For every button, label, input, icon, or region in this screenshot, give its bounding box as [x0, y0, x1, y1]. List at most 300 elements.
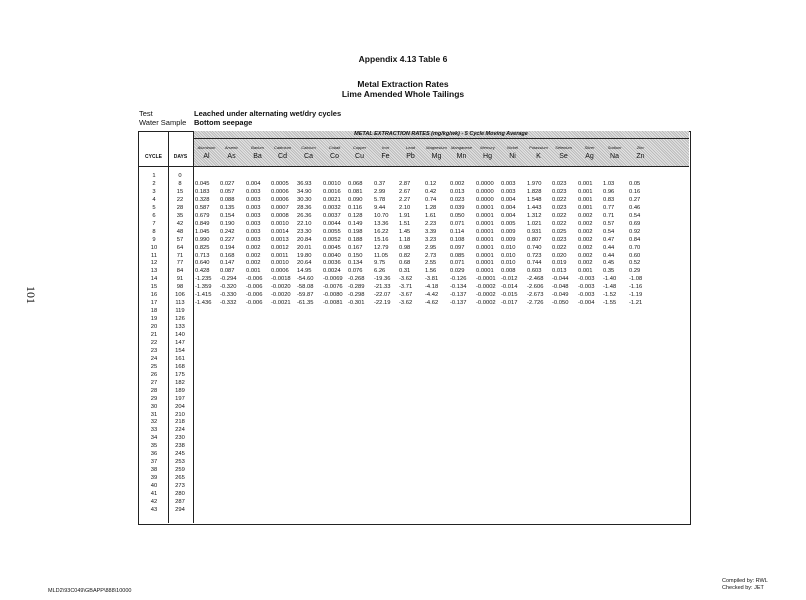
days-header-text: DAYS: [173, 154, 188, 160]
value-cell: 0.0044: [323, 220, 341, 227]
value-cell: -0.332: [220, 300, 237, 307]
value-cell: -1.415: [195, 292, 212, 299]
value-cell: 3.39: [425, 228, 437, 235]
value-cell: -1.40: [603, 276, 617, 283]
cycle-cell: 28: [150, 387, 158, 394]
element-symbol: Fe: [381, 153, 390, 160]
value-cell: 0.027: [220, 180, 235, 187]
element-name: Cadmium: [273, 145, 292, 150]
cycle-cell: 43: [150, 506, 158, 513]
value-cell: 0.54: [629, 212, 641, 219]
value-cell: 30.30: [297, 196, 312, 203]
value-cell: 0.0040: [323, 252, 341, 259]
value-cell: -2.726: [527, 300, 544, 307]
cycle-cell: 13: [150, 268, 158, 275]
value-cell: -59.87: [297, 292, 314, 299]
compiled-by: Compiled by: RWL: [722, 578, 768, 584]
value-cell: 0.002: [246, 260, 261, 267]
value-cell: 0.31: [399, 268, 411, 275]
value-cell: 0.77: [603, 204, 615, 211]
value-cell: 1.45: [399, 228, 411, 235]
value-cell: 0.0006: [271, 268, 289, 275]
value-cell: 0.085: [450, 252, 465, 259]
value-cell: 1.91: [399, 212, 411, 219]
days-cell: 161: [175, 355, 185, 362]
checked-by: Checked by: JET: [722, 585, 764, 591]
value-cell: -0.014: [501, 284, 518, 291]
days-cell: 133: [175, 324, 185, 331]
value-cell: 0.931: [527, 228, 542, 235]
value-cell: 0.002: [578, 244, 593, 251]
value-cell: 0.52: [629, 260, 641, 267]
value-cell: 0.98: [399, 244, 411, 251]
value-cell: 0.12: [425, 180, 437, 187]
value-cell: 0.0001: [476, 212, 494, 219]
value-cell: 0.0014: [271, 228, 289, 235]
element-name: Copper: [352, 145, 367, 150]
value-cell: 0.128: [348, 212, 363, 219]
element-symbol: Al: [203, 153, 210, 160]
days-cell: 77: [176, 260, 184, 267]
cycle-cell: 22: [150, 339, 158, 346]
element-name: Calcium: [301, 145, 316, 150]
element-symbol: Pb: [406, 153, 415, 160]
value-cell: 34.90: [297, 188, 312, 195]
value-cell: 1.312: [527, 212, 542, 219]
cycle-cell: 34: [150, 435, 158, 442]
days-cell: 57: [176, 236, 184, 243]
cycle-cell: 4: [152, 196, 156, 203]
element-name: Lead: [406, 145, 415, 150]
value-cell: -2.468: [527, 276, 544, 283]
element-name: Sodium: [607, 145, 622, 150]
cycle-cell: 31: [150, 411, 158, 418]
value-cell: 0.002: [246, 244, 261, 251]
value-cell: 0.0001: [476, 260, 494, 267]
value-cell: 28.36: [297, 204, 312, 211]
value-cell: 16.22: [374, 228, 389, 235]
value-cell: 0.108: [450, 236, 465, 243]
days-cell: 147: [175, 339, 185, 346]
value-cell: 0.154: [220, 212, 235, 219]
days-cell: 238: [175, 443, 185, 450]
value-cell: 0.0016: [323, 188, 341, 195]
value-cell: 0.0001: [476, 220, 494, 227]
value-cell: 0.002: [578, 252, 593, 259]
value-cell: 19.80: [297, 252, 312, 259]
cycle-cell: 41: [150, 491, 158, 497]
value-cell: -58.08: [297, 284, 314, 291]
value-cell: 0.023: [552, 204, 567, 211]
value-cell: 12.79: [374, 244, 389, 251]
value-cell: 0.0007: [271, 204, 289, 211]
cycle-cell: 3: [152, 188, 156, 195]
value-cell: 10.70: [374, 212, 389, 219]
days-cell: 126: [175, 316, 185, 323]
value-cell: -1.436: [195, 300, 212, 307]
cycle-cell: 2: [152, 180, 156, 187]
value-cell: -0.003: [578, 276, 595, 283]
element-symbol: Ca: [304, 153, 313, 160]
value-cell: 0.071: [450, 260, 465, 267]
value-cell: 0.54: [603, 228, 615, 235]
value-cell: -0.012: [501, 276, 518, 283]
days-cell: 0: [178, 173, 182, 179]
value-cell: 0.003: [501, 188, 516, 195]
cycle-cell: 32: [150, 419, 158, 426]
value-cell: 0.227: [220, 236, 235, 243]
value-cell: -4.62: [425, 300, 439, 307]
value-cell: -0.330: [220, 292, 237, 299]
value-cell: 0.744: [527, 260, 542, 267]
value-cell: 2.27: [399, 196, 411, 203]
value-cell: 1.61: [425, 212, 437, 219]
value-cell: 0.001: [578, 188, 593, 195]
value-cell: 0.807: [527, 236, 542, 243]
cycle-cell: 30: [150, 403, 158, 410]
days-cell: 64: [176, 244, 184, 251]
value-cell: 0.603: [527, 268, 542, 275]
value-cell: -0.006: [246, 276, 263, 283]
value-cell: 0.37: [374, 180, 386, 187]
value-cell: -4.18: [425, 284, 439, 291]
value-cell: -0.0020: [271, 284, 291, 291]
value-cell: 0.0005: [271, 180, 289, 187]
value-cell: 0.0052: [323, 236, 341, 243]
value-cell: -0.0002: [476, 300, 496, 307]
value-cell: -0.0081: [323, 300, 343, 307]
value-cell: 0.74: [425, 196, 437, 203]
cycle-cell: 33: [150, 427, 158, 434]
test-label: Test: [139, 109, 153, 118]
value-cell: -3.62: [399, 276, 413, 283]
value-cell: 0.003: [246, 204, 261, 211]
value-cell: 0.713: [195, 252, 210, 259]
cycle-cell: 25: [150, 363, 158, 370]
value-cell: 23.30: [297, 228, 312, 235]
value-cell: 0.82: [399, 252, 411, 259]
element-name: Zinc: [636, 145, 645, 150]
cycle-header: [139, 138, 168, 166]
cycle-cell: 17: [150, 300, 158, 307]
cycle-cell: 35: [150, 443, 158, 450]
value-cell: -0.0002: [476, 284, 496, 291]
value-cell: 0.188: [348, 236, 363, 243]
element-name: Selenium: [555, 145, 572, 150]
days-cell: 273: [175, 483, 185, 490]
value-cell: 2.10: [399, 204, 411, 211]
days-cell: 224: [175, 427, 185, 434]
value-cell: 0.004: [501, 212, 516, 219]
value-cell: -1.21: [629, 300, 643, 307]
value-cell: -0.0080: [323, 292, 343, 299]
value-cell: 0.0012: [271, 244, 289, 251]
days-cell: 265: [175, 475, 185, 482]
value-cell: 0.002: [578, 212, 593, 219]
value-cell: -1.48: [603, 284, 617, 291]
value-cell: -0.0018: [271, 276, 291, 283]
value-cell: 0.022: [552, 220, 567, 227]
value-cell: -1.08: [629, 276, 643, 283]
value-cell: -0.137: [450, 300, 467, 307]
element-name: Mercury: [480, 145, 495, 150]
value-cell: 0.0001: [476, 252, 494, 259]
days-cell: 154: [175, 347, 185, 354]
value-cell: 0.039: [450, 204, 465, 211]
days-cell: 175: [175, 371, 185, 378]
value-cell: 0.167: [348, 244, 363, 251]
days-cell: 189: [175, 387, 185, 394]
value-cell: -0.268: [348, 276, 365, 283]
header-rule: [139, 166, 689, 167]
days-cell: 253: [175, 459, 185, 466]
value-cell: -1.359: [195, 284, 212, 291]
days-cell: 91: [176, 276, 184, 283]
value-cell: 0.35: [603, 268, 615, 275]
value-cell: 0.29: [629, 268, 641, 275]
value-cell: 6.26: [374, 268, 386, 275]
value-cell: 0.44: [603, 244, 615, 251]
element-name: Barium: [251, 145, 264, 150]
cycle-cell: 8: [152, 228, 156, 235]
value-cell: -0.289: [348, 284, 365, 291]
value-cell: -0.0002: [476, 292, 496, 299]
value-cell: 0.990: [195, 236, 210, 243]
value-cell: 0.023: [552, 236, 567, 243]
value-cell: 0.022: [552, 196, 567, 203]
value-cell: 0.428: [195, 268, 210, 275]
days-cell: 210: [175, 411, 185, 418]
value-cell: -22.07: [374, 292, 391, 299]
value-cell: 1.548: [527, 196, 542, 203]
value-cell: -1.55: [603, 300, 617, 307]
value-cell: 0.0045: [323, 244, 341, 251]
value-cell: 0.70: [629, 244, 641, 251]
file-reference: MLD2\93C049\GBAPP\888\10000: [48, 588, 132, 594]
value-cell: -0.0069: [323, 276, 343, 283]
value-cell: 0.009: [501, 228, 516, 235]
page-number: 101: [24, 286, 38, 304]
cycle-cell: 36: [150, 451, 158, 458]
value-cell: 0.0006: [271, 196, 289, 203]
days-cell: 48: [176, 228, 184, 235]
value-cell: 1.18: [399, 236, 411, 243]
element-symbol: Zn: [636, 153, 645, 160]
value-cell: -0.003: [578, 292, 595, 299]
days-cell: 8: [178, 180, 182, 187]
test-value: Leached under alternating wet/dry cycles: [194, 109, 342, 118]
value-cell: 1.828: [527, 188, 542, 195]
cycle-cell: 42: [150, 498, 158, 505]
days-cell: 168: [175, 363, 185, 370]
value-cell: 0.001: [246, 268, 261, 275]
value-cell: 2.67: [399, 188, 411, 195]
value-cell: 2.87: [399, 180, 411, 187]
value-cell: 0.679: [195, 212, 210, 219]
value-cell: -0.003: [578, 284, 595, 291]
cycle-cell: 7: [152, 220, 156, 227]
value-cell: 0.003: [246, 188, 261, 195]
value-cell: 0.002: [578, 236, 593, 243]
cycle-cell: 21: [150, 332, 158, 338]
value-cell: 0.194: [220, 244, 235, 251]
cycle-cell: 11: [150, 252, 158, 259]
cycle-cell: 18: [150, 308, 158, 315]
value-cell: 20.84: [297, 236, 312, 243]
value-cell: 0.198: [348, 228, 363, 235]
cycle-cell: 40: [150, 483, 158, 490]
value-cell: 0.0036: [323, 260, 341, 267]
value-cell: 0.0000: [476, 196, 494, 203]
value-cell: 0.27: [629, 196, 641, 203]
value-cell: 22.10: [297, 220, 312, 227]
value-cell: 0.022: [552, 244, 567, 251]
value-cell: 3.23: [425, 236, 437, 243]
value-cell: -0.134: [450, 284, 467, 291]
days-cell: 28: [176, 204, 184, 211]
value-cell: 0.0037: [323, 212, 341, 219]
column-divider: [193, 131, 194, 523]
days-cell: 71: [176, 252, 184, 259]
value-cell: 0.135: [220, 204, 235, 211]
value-cell: 0.025: [552, 228, 567, 235]
value-cell: 0.16: [629, 188, 641, 195]
value-cell: 0.0011: [271, 252, 289, 259]
value-cell: 0.84: [629, 236, 641, 243]
page-subtitle: Lime Amended Whole Tailings: [341, 89, 465, 99]
days-cell: 230: [175, 435, 185, 442]
value-cell: -1.235: [195, 276, 212, 283]
value-cell: -22.19: [374, 300, 391, 307]
element-name: Potassium: [529, 145, 548, 150]
value-cell: 1.021: [527, 220, 542, 227]
value-cell: 0.57: [603, 220, 615, 227]
value-cell: -0.004: [578, 300, 595, 307]
element-symbol: Ba: [253, 153, 262, 160]
value-cell: 0.002: [578, 228, 593, 235]
value-cell: 0.116: [348, 204, 363, 211]
value-cell: -0.006: [246, 292, 263, 299]
element-symbol: Ag: [585, 153, 594, 160]
value-cell: 0.44: [603, 252, 615, 259]
value-cell: 0.003: [246, 236, 261, 243]
value-cell: 0.147: [220, 260, 235, 267]
value-cell: 0.0001: [476, 244, 494, 251]
signoff-block: [722, 578, 768, 592]
value-cell: 0.183: [195, 188, 210, 195]
cycle-cell: 10: [150, 244, 158, 251]
value-cell: 0.010: [501, 260, 516, 267]
value-cell: 0.050: [450, 212, 465, 219]
days-cell: 15: [176, 188, 184, 195]
cycle-cell: 5: [152, 204, 156, 211]
value-cell: 0.242: [220, 228, 235, 235]
value-cell: -0.050: [552, 300, 569, 307]
value-cell: 0.002: [450, 180, 465, 187]
value-cell: 0.081: [348, 188, 363, 195]
value-cell: 0.0024: [323, 268, 341, 275]
value-cell: 0.003: [246, 212, 261, 219]
element-name: Silver: [584, 145, 595, 150]
value-cell: -61.35: [297, 300, 314, 307]
value-cell: 0.009: [501, 236, 516, 243]
value-cell: 2.55: [425, 260, 437, 267]
value-cell: 11.05: [374, 252, 389, 259]
value-cell: 0.134: [348, 260, 363, 267]
value-cell: 0.004: [501, 204, 516, 211]
value-cell: 0.003: [246, 228, 261, 235]
value-cell: 0.001: [578, 268, 593, 275]
value-cell: 9.44: [374, 204, 386, 211]
value-cell: -3.81: [425, 276, 439, 283]
value-cell: -2.673: [527, 292, 544, 299]
value-cell: 0.0008: [271, 212, 289, 219]
value-cell: 9.75: [374, 260, 386, 267]
value-cell: -3.62: [399, 300, 413, 307]
value-cell: 0.020: [552, 252, 567, 259]
value-cell: 0.001: [578, 196, 593, 203]
value-cell: 0.010: [501, 244, 516, 251]
band-title-text: METAL EXTRACTION RATES (mg/kg/wk) - 5 Cycle Moving Average: [354, 131, 528, 137]
value-cell: 0.83: [603, 196, 615, 203]
value-cell: 0.0000: [476, 180, 494, 187]
value-cell: 2.73: [425, 252, 437, 259]
value-cell: 0.68: [399, 260, 411, 267]
value-cell: 0.0000: [476, 188, 494, 195]
value-cell: 0.114: [450, 228, 465, 235]
table-band-title: [193, 131, 689, 139]
value-cell: -1.19: [629, 292, 643, 299]
value-cell: 0.003: [246, 196, 261, 203]
days-cell: 106: [175, 292, 185, 299]
value-cell: -0.294: [220, 276, 237, 283]
value-cell: 0.0055: [323, 228, 341, 235]
page-title: Metal Extraction Rates: [357, 79, 449, 89]
value-cell: 0.0001: [476, 228, 494, 235]
value-cell: 1.51: [399, 220, 411, 227]
value-cell: 0.92: [629, 228, 641, 235]
element-name: Cobalt: [328, 145, 341, 150]
days-cell: 42: [176, 220, 184, 227]
value-cell: 0.002: [578, 260, 593, 267]
value-cell: 0.090: [348, 196, 363, 203]
cycle-cell: 9: [152, 236, 156, 243]
value-cell: 1.28: [425, 204, 437, 211]
value-cell: 0.0006: [271, 188, 289, 195]
value-cell: -21.33: [374, 284, 391, 291]
appendix-label: Appendix 4.13 Table 6: [358, 54, 448, 64]
value-cell: 0.013: [552, 268, 567, 275]
days-cell: 259: [175, 467, 185, 474]
value-cell: 0.076: [348, 268, 363, 275]
value-cell: 0.849: [195, 220, 210, 227]
value-cell: 1.03: [603, 180, 615, 187]
element-symbol: Co: [330, 153, 339, 160]
cycle-cell: 38: [150, 467, 158, 474]
days-cell: 280: [175, 491, 185, 497]
value-cell: 0.010: [501, 252, 516, 259]
days-cell: 140: [175, 332, 185, 338]
value-cell: 0.0010: [271, 220, 289, 227]
days-cell: 98: [176, 284, 184, 291]
value-cell: 0.0010: [271, 260, 289, 267]
value-cell: 0.045: [195, 180, 210, 187]
days-cell: 182: [175, 379, 185, 386]
element-symbol: Mn: [456, 153, 467, 160]
cycle-cell: 6: [152, 212, 156, 219]
cycle-cell: 23: [150, 347, 158, 354]
value-cell: 0.097: [450, 244, 465, 251]
